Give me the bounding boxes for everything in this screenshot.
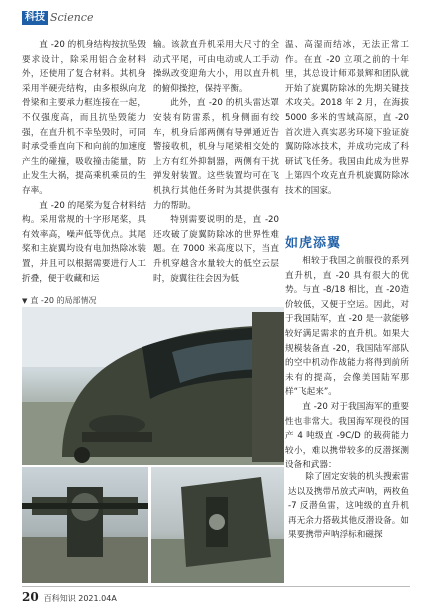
section-badge: 科技 (22, 11, 48, 25)
section-label: Science (50, 11, 94, 24)
paragraph: 直 -20 的机身结构按抗坠毁要求设计，除采用铝合金材料外，还使用了复合材料。其机身采用半硬壳结构，由多根纵向龙骨梁和主要承力框连接在一起，不仅强度高，而且抗坠毁能力强，在直升机不幸坠毁时，可同时承受垂直向下和向前的加速度产生的碰撞，吸收撞击能量，防止发生大祸，提高乘机乘员的生存率。 (22, 40, 146, 196)
publication-info: 百科知识 2021.04A (43, 594, 117, 603)
paragraph: 直 -20 的尾桨为复合材料结构。采用常规的十字形尾桨，具有效率高，噪声低等优点。其尾桨和主旋翼均设有电加热除冰装置，并且可以根据需要进行人工折叠，便于收藏和运 (22, 200, 146, 284)
caption-text: 直 -20 的局部情况 (30, 296, 97, 305)
column-3-wrap (288, 470, 409, 543)
paragraph: 直 -20 对于我国海军的重要性也非常大。我国海军现役的国产 4 吨级直 -9C/D 的载荷能力较小，难以携带较多的反潜探测设备和武器： (285, 401, 409, 471)
paragraph: 温、高湿而结冰，无法正常工作。在直 -20 立项之前的十年里，其总设计师邓景辉和团队就开始了旋翼防除冰的先期关键技术攻关。2018 年 2 月，在海拔 5000 多米的雪域高原，直 -20 首次进入真实恶劣环境下验证旋翼防除冰技术，并成功完成了科研试飞任务。我国由此成为世界上第四个攻克直升机旋翼防除冰技术的国家。 (285, 40, 409, 196)
column-1 (22, 38, 146, 286)
helicopter-nose-illustration (22, 307, 284, 465)
helicopter-nose-photo (22, 307, 284, 465)
rotor-hub-photo (22, 467, 148, 583)
footer-rule (22, 586, 410, 587)
paragraph: 此外，直 -20 的机头雷达罩安装有防雷系，机身侧面有绞车，机身后部两侧有导弹通近告警接收机，机身与尾梁相交处的上方有红外抑制器，两侧有干扰弹发射装置。这些装置均可在飞机执行其他任务时为其提供强有力的帮助。 (153, 98, 279, 211)
column-2 (153, 38, 279, 286)
page-number: 20 (22, 590, 39, 604)
paragraph: 特别需要说明的是，直 -20还攻破了旋翼防除冰的世界性难题。在 7000 米高度以下，当直升机穿越含水量较大的低空云层时，旋翼往往会因为低 (153, 215, 279, 284)
rotor-hub-illustration (22, 467, 148, 583)
figure-caption (22, 295, 97, 306)
page-footer (22, 590, 117, 604)
triangle-marker-icon: ▼ (22, 297, 28, 305)
tail-section-photo (151, 467, 284, 583)
paragraph: 相较于我国之前服役的系列直升机，直 -20 具有很大的优势。与直 -8/18 相比，直 -20造价较低，又便于空运。因此，对于我国陆军，直 -20 是一款能够较好满足需求的直升机。如果大规模装备直 -20，我国陆军部队的空中机动作战能力将得到前所未有的提高，会像美国陆军那样“飞起来”。 (285, 256, 409, 398)
paragraph: 除了固定安装的机头搜索雷达以及携带吊放式声呐，两枚鱼 -7 反潜鱼雷，这吨级的直升机再无余力搭载其他反潜设备。如果要携带声呐浮标和磁探 (288, 472, 409, 541)
column-3 (285, 38, 409, 199)
section-heading: 如虎添翼 (285, 236, 342, 251)
tail-section-illustration (151, 467, 284, 583)
column-3-continued (285, 254, 409, 473)
paragraph: 输。该款直升机采用大尺寸的全动式平尾，可由电动或人工手动操纵改变迎角大小，用以直升机的俯仰操控，保持平衡。 (153, 40, 279, 94)
